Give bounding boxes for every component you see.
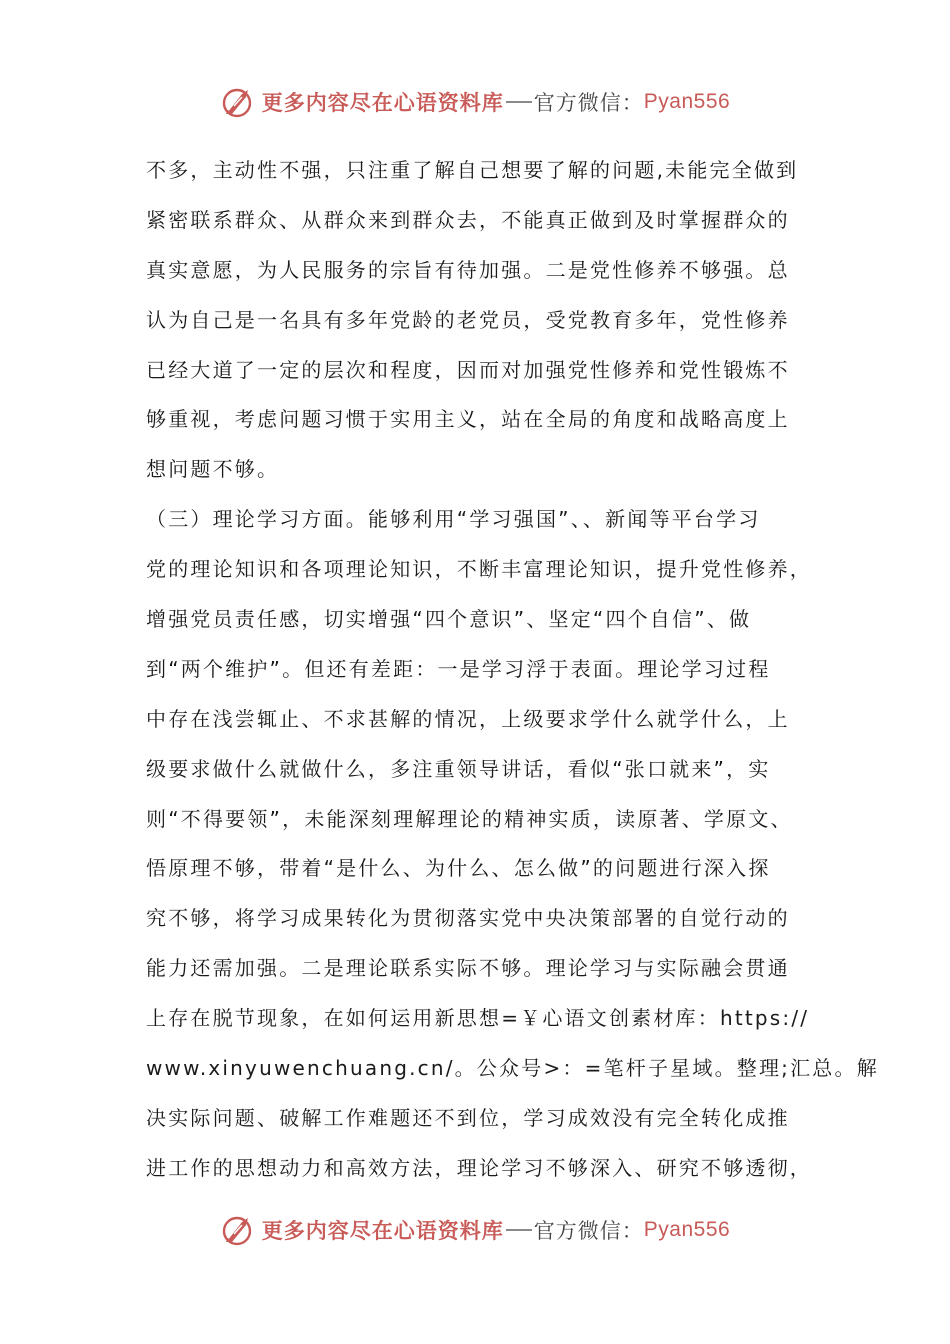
footer-text: [262, 1215, 730, 1245]
text-line: 紧密联系群众、从群众来到群众去，不能真正做到及时掌握群众的: [146, 207, 790, 232]
text-line: 进工作的思想动力和高效方法，理论学习不够深入、研究不够透彻，: [146, 1155, 812, 1180]
text-line: 究不够，将学习成果转化为贯彻落实党中央决策部署的自觉行动的: [146, 906, 790, 931]
footer-banner: [0, 1208, 950, 1252]
text-line: 悟原理不够，带着“是什么、为什么、怎么做”的问题进行深入探: [146, 856, 771, 881]
footer-wechat-label: 官方微信：: [533, 1219, 644, 1243]
header-main-text: 更多内容尽在心语资料库: [261, 90, 504, 115]
text-line: 不多，主动性不强，只注重了解自己想要了解的问题,未能完全做到: [146, 158, 799, 182]
footer-main-text: 更多内容尽在心语资料库: [261, 1218, 504, 1243]
text-line: www.xinyuwenchuang.cn/。公众号>：=笔杆子星域。整理;汇总。解: [146, 1056, 879, 1081]
text-line: 级要求做什么就做什么，多注重领导讲话，看似“张口就来”，实: [146, 756, 771, 781]
document-body: [146, 146, 879, 1194]
text-line: （三）理论学习方面。能够利用“学习强国”、、新闻等平台学习: [146, 507, 761, 532]
text-line: 中存在浅尝辄止、不求甚解的情况，上级要求学什么就学什么，上: [146, 706, 790, 731]
text-line: 够重视，考虑问题习惯于实用主义，站在全局的角度和战略高度上: [146, 407, 790, 432]
text-line: 上存在脱节现象，在如何运用新思想=￥心语文创素材库：https://: [146, 1006, 810, 1031]
text-line: 认为自己是一名具有多年党龄的老党员，受党教育多年，党性修养: [146, 307, 790, 332]
text-line: 能力还需加强。二是理论联系实际不够。理论学习与实际融会贯通: [146, 956, 790, 981]
header-text: [262, 87, 730, 117]
text-line: 党的理论知识和各项理论知识，不断丰富理论知识，提升党性修养，: [146, 557, 812, 582]
text-line: 想问题不够。: [146, 457, 280, 482]
header-dash: [506, 101, 532, 103]
footer-dash: [506, 1229, 532, 1231]
text-line: 真实意愿，为人民服务的宗旨有待加强。二是党性修养不够强。总: [146, 257, 790, 282]
header-wechat-id: Pyan556: [643, 90, 731, 113]
text-line: 增强党员责任感，切实增强“四个意识”、坚定“四个自信”、做: [146, 607, 752, 632]
text-line: 则“不得要领”，未能深刻理解理论的精神实质，读原著、学原文、: [146, 806, 793, 831]
text-line: 决实际问题、破解工作难题还不到位，学习成效没有完全转化成推: [146, 1105, 790, 1130]
header-banner: [0, 80, 950, 124]
header-wechat-label: 官方微信：: [533, 91, 644, 115]
text-line: 已经大道了一定的层次和程度，因而对加强党性修养和党性锻炼不: [146, 357, 790, 382]
footer-wechat-id: Pyan556: [643, 1218, 731, 1241]
text-line: 到“两个维护”。但还有差距：一是学习浮于表面。理论学习过程: [146, 656, 771, 681]
pen-nib-logo-icon: [220, 1212, 256, 1248]
pen-nib-logo-icon: [220, 84, 256, 120]
